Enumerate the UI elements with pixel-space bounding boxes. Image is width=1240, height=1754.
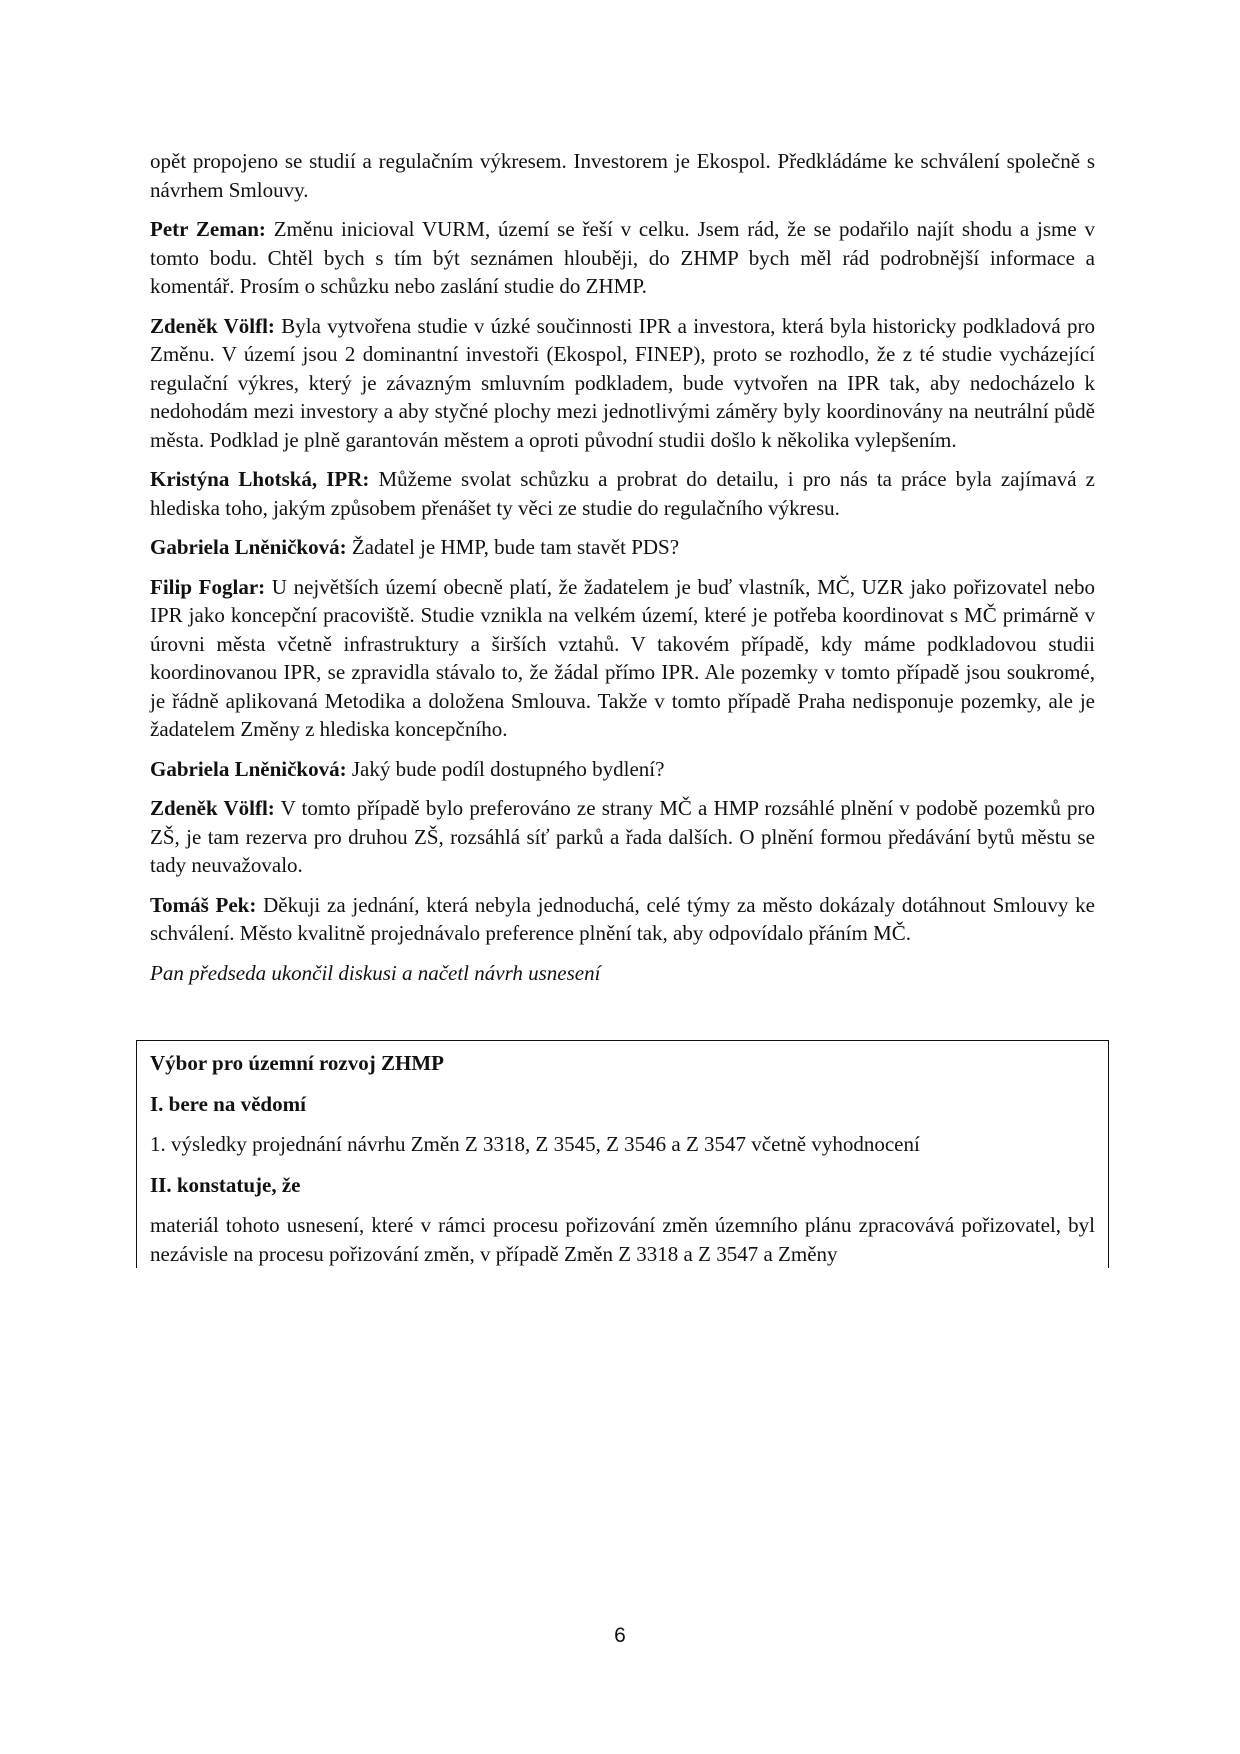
paragraph-6: Gabriela Lněničková: Jaký bude podíl dostupného bydlení? [150,756,665,781]
speaker-name: Tomáš Pek: [150,892,257,917]
page-number: 6 [614,1624,626,1647]
paragraph-4: Gabriela Lněničková: Žadatel je HMP, bude tam stavět PDS? [150,535,680,559]
resolution-section-1-heading: I. bere na vědomí [150,1091,306,1116]
resolution-section-1-item: 1. výsledky projednání návrhu Změn Z 3318, Z 3545, Z 3546 a Z 3547 včetně vyhodnocení [150,1132,920,1156]
speaker-name: Filip Foglar: [150,574,266,599]
paragraph-3: Kristýna Lhotská, IPR: Můžeme svolat schůzku a probrat do detailu, i pro nás ta práce byla zajímavá z hlediska toho, jakým způsobem přenášet ty věci ze studie do regulačního výkresu. [150,467,1095,520]
speaker-name: Kristýna Lhotská, IPR: [150,467,370,491]
resolution-section-2-text: materiál tohoto usnesení, které v rámci procesu pořizování změn územního plánu zpracovává pořizovatel, byl nezávisle na procesu pořizování změn, v případě Změn Z 3318 a Z 3547 a Změny [150,1213,1095,1266]
speaker-name: Petr Zeman: [150,217,266,241]
paragraph-1: Petr Zeman: Změnu inicioval VURM, území se řeší v celku. Jsem rád, že se podařilo najít shodu a jsme v tomto bodu. Chtěl bych s tím být seznámen hlouběji, do ZHMP bych měl rád podrobnější informace a komentář. Prosím o schůzku nebo zaslání studie do ZHMP. [150,217,1096,298]
paragraph-5: Filip Foglar: U největších území obecně platí, že žadatelem je buď vlastník, MČ, UZR jako pořizovatel nebo IPR jako koncepční pracoviště. Studie vznikla na velkém území, které je potřeba koordinovat s MČ primárně v úrovni města včetně infrastruktury a širších vztahů. V takovém případě, kdy máme podkladovou studii koordinovanou IPR, se zpravidla stávalo to, že žádal přímo IPR. Ale pozemky v tomto případě jsou soukromé, je řádně aplikovaná Metodika a doložena Smlouva. Takže v tomto případě Praha nedisponuje pozemky, ale je žadatelem Změny z hlediska koncepčního. [150,574,1095,741]
resolution-section-2-heading: II. konstatuje, že [150,1172,301,1197]
paragraph-8: Tomáš Pek: Děkuji za jednání, která nebyla jednoduchá, celé týmy za město dokázaly dotáhnout Smlouvy ke schválení. Město kvalitně projednávalo preference plnění tak, aby odpovídalo přáním MČ. [150,892,1095,945]
speaker-name: Zdeněk Völfl: [150,313,275,338]
resolution-box [136,1040,1109,1268]
paragraph-2: Zdeněk Völfl: Byla vytvořena studie v úzké součinnosti IPR a investora, která byla historicky podkladová pro Změnu. V území jsou 2 dominantní investoři (Ekospol, FINEP), proto se rozhodlo, že z té studie vycházející regulační výkres, který je závazným smluvním podkladem, bude vytvořen na IPR tak, aby nedocházelo k nedohodám mezi investory a aby styčné plochy mezi jednotlivými záměry byly koordinovány na neutrální půdě města. Podklad je plně garantován městem a oproti původní studii došlo k několika vylepšením. [150,313,1095,452]
minutes-body [150,147,1095,997]
speaker-name: Gabriela Lněničková: [150,756,347,781]
resolution-committee: Výbor pro územní rozvoj ZHMP [150,1051,444,1075]
paragraph-0: opět propojeno se studií a regulačním výkresem. Investorem je Ekospol. Předkládáme ke schválení společně s návrhem Smlouvy. [150,149,1095,202]
paragraph-7: Zdeněk Völfl: V tomto případě bylo preferováno ze strany MČ a HMP rozsáhlé plnění v podobě pozemků pro ZŠ, je tam rezerva pro druhou ZŠ, rozsáhlá síť parků a řada dalších. O plnění formou předávání bytů městu se tady neuvažovalo. [150,796,1095,877]
closing-note: Pan předseda ukončil diskusi a načetl návrh usnesení [150,960,601,985]
speaker-name: Zdeněk Völfl: [150,796,275,820]
speaker-name: Gabriela Lněničková: [150,535,347,559]
